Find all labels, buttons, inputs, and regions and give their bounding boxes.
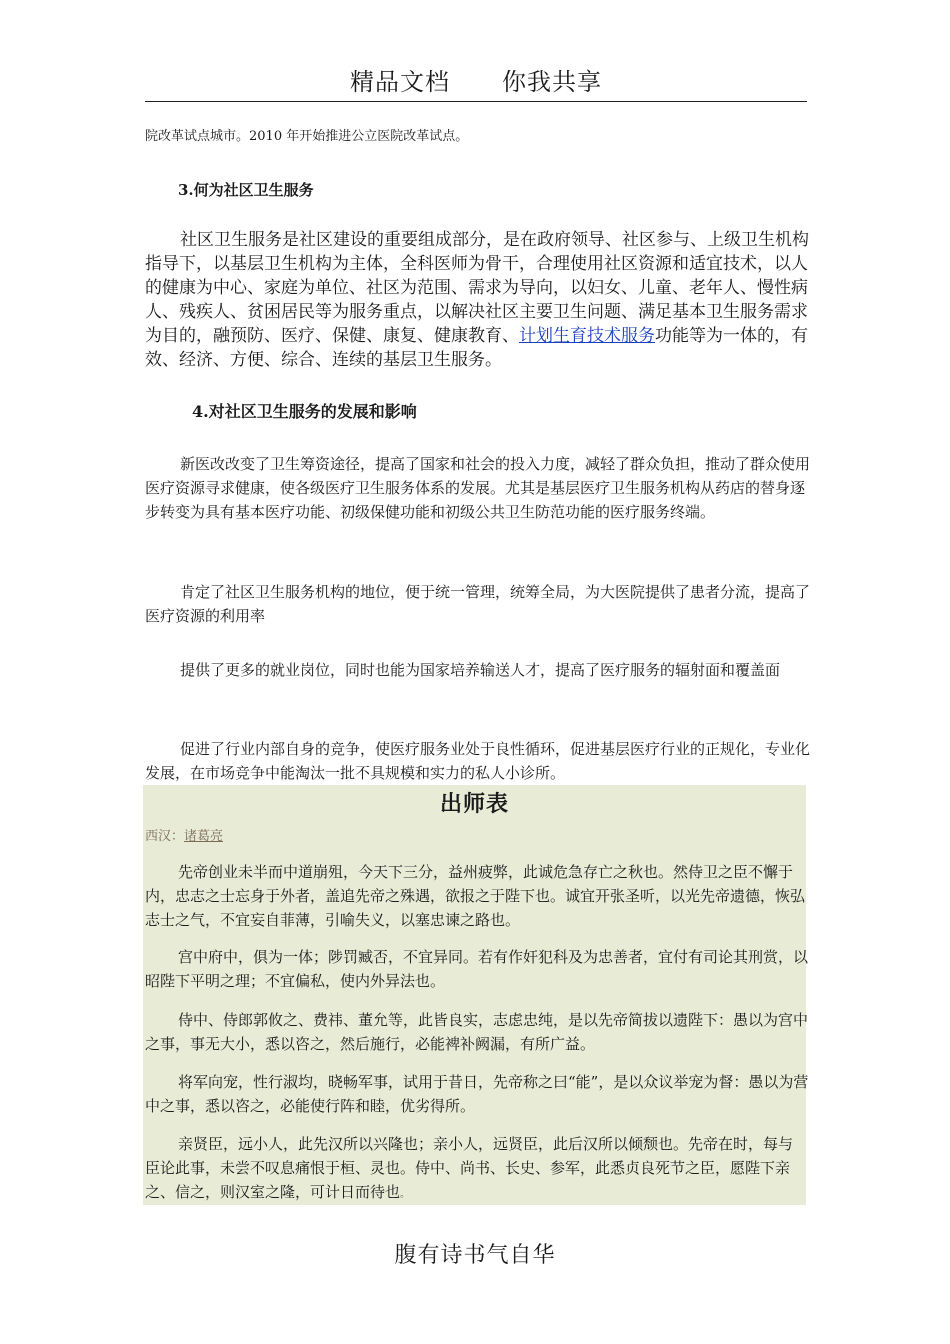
section-4-paragraph-4: 促进了行业内部自身的竞争，使医疗服务业处于良性循环，促进基层医疗行业的正规化，专业化发展，在市场竞争中能淘汰一批不具规模和实力的私人小诊所。 <box>145 740 811 782</box>
poem-box <box>143 785 809 1205</box>
family-planning-link[interactable]: 计划生育技术服务 <box>519 326 655 346</box>
header-right-text: 你我共享 <box>502 68 602 96</box>
poem-paragraph-4: 将军向宠，性行淑均，晓畅军事，试用于昔日，先帝称之曰“能”，是以众议举宠为督：愚以为营中之事，悉以咨之，必能使行阵和睦，优劣得所。 <box>145 1073 809 1115</box>
section-4-paragraph-3: 提供了更多的就业岗位，同时也能为国家培养输送人才，提高了医疗服务的辐射面和覆盖面 <box>180 661 781 679</box>
poem-paragraph-3: 侍中、侍郎郭攸之、费祎、董允等，此皆良实，志虑忠纯，是以先帝简拔以遗陛下：愚以为宫中之事，事无大小，悉以咨之，然后施行，必能裨补阙漏，有所广益。 <box>145 1011 809 1053</box>
section-3-text-end: 功能等为一体的，有效、经济、方便、综合、连续的基层卫生服务。 <box>145 326 808 370</box>
section-3-text: 社区卫生服务是社区建设的重要组成部分，是在政府领导、社区参与、上级卫生机构指导下，以基层卫生机构为主体，全科医师为骨干，合理使用社区资源和适宜技术，以人的健康为中心、家庭为单位、社区为范围、需求为导向，以妇女、儿童、老年人、慢性病人、残疾人、贫困居民等为服务重点，以解决社区主要卫生问题、满足基本卫生服务需求为目的，融预防、医疗、保健、康复、健康教育、 <box>145 230 809 346</box>
page-footer: 腹有诗书气自华 <box>394 1243 556 1268</box>
page-header <box>145 62 807 102</box>
poem-trailing-mark: 。 <box>400 1189 411 1200</box>
poem-paragraph-5-text: 亲贤臣，远小人，此先汉所以兴隆也；亲小人，远贤臣，此后汉所以倾颓也。先帝在时，每与臣论此事，未尝不叹息痛恨于桓、灵也。侍中、尚书、长史、参军，此悉贞良死节之臣，愿陛下亲之、信之，则汉室之隆，可计日而待也 <box>145 1135 794 1201</box>
poem-paragraph-1: 先帝创业未半而中道崩殂，今天下三分，益州疲弊，此诚危急存亡之秋也。然侍卫之臣不懈于内，忠志之士忘身于外者，盖追先帝之殊遇，欲报之于陛下也。诚宜开张圣听，以光先帝遗德，恢弘志士之气，不宜妄自菲薄，引喻失义，以塞忠谏之路也。 <box>145 863 806 929</box>
section-4-heading: 4.对社区卫生服务的发展和影响 <box>192 402 417 421</box>
section-4-paragraph-1: 新医改改变了卫生筹资途径，提高了国家和社会的投入力度，减轻了群众负担，推动了群众使用医疗资源寻求健康，使各级医疗卫生服务体系的发展。尤其是基层医疗卫生服务机构从药店的替身逐步转变为具有基本医疗功能、初级保健功能和初级公共卫生防范功能的医疗服务终端。 <box>145 455 811 521</box>
poem-dynasty: 西汉： <box>145 829 185 844</box>
poem-author-line <box>145 825 223 844</box>
section-4-paragraph-2: 肯定了社区卫生服务机构的地位，便于统一管理，统筹全局，为大医院提供了患者分流，提高了医疗资源的利用率 <box>145 583 811 625</box>
header-left-text: 精品文档 <box>350 68 450 96</box>
section-3-heading: 3.何为社区卫生服务 <box>178 181 314 199</box>
poem-paragraph-5 <box>145 1132 807 1207</box>
continued-text-line: 院改革试点城市。2010 年开始推进公立医院改革试点。 <box>145 129 469 144</box>
section-3-paragraph <box>145 228 810 372</box>
poem-paragraph-2: 宫中府中，俱为一体；陟罚臧否，不宜异同。若有作奸犯科及为忠善者，宜付有司论其刑赏，以昭陛下平明之理；不宜偏私，使内外异法也。 <box>145 948 809 990</box>
poem-title: 出师表 <box>439 791 509 817</box>
poem-author-link[interactable]: 诸葛亮 <box>184 829 224 844</box>
